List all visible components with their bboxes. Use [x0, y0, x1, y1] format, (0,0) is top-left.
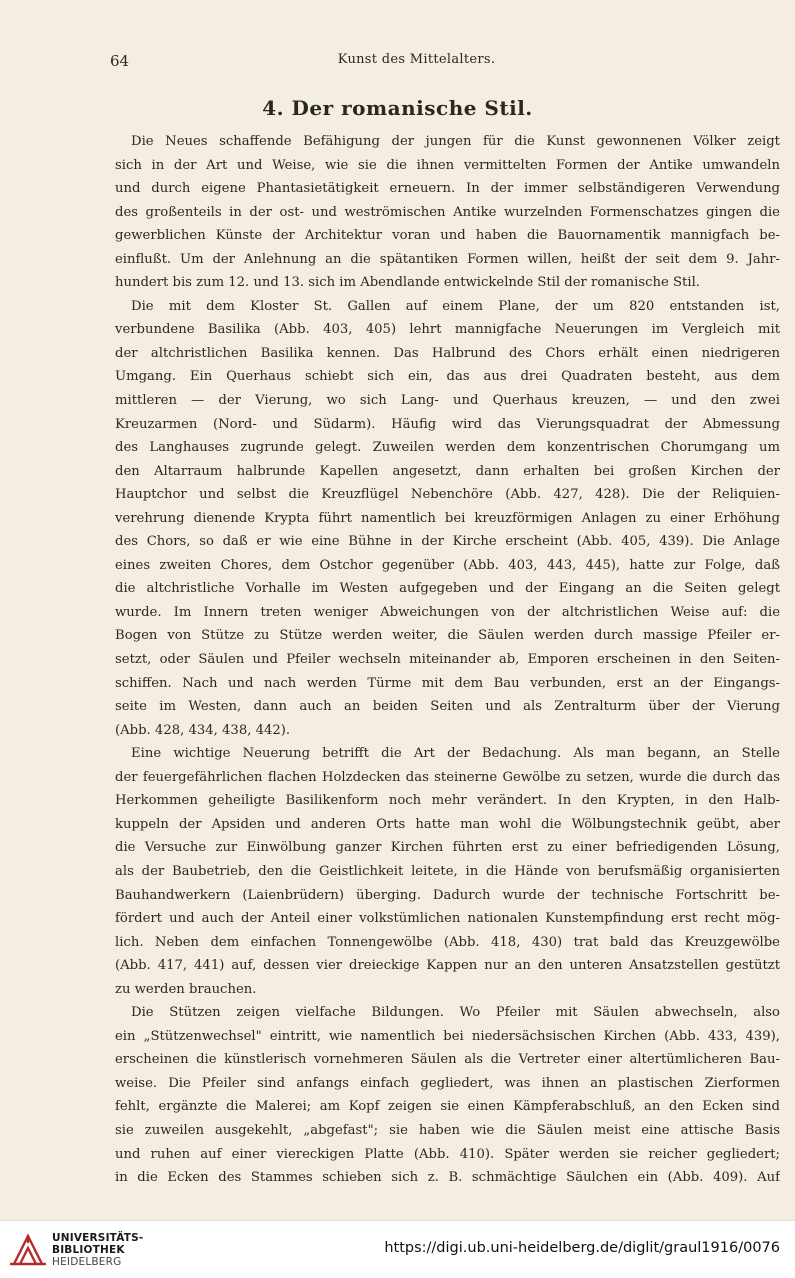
text-line: wurde. Im Innern treten weniger Abweichungen von der altchristlichen Weise auf: die: [115, 604, 780, 620]
library-name: [52, 1232, 143, 1268]
text-line: seite im Westen, dann auch an beiden Seiten und als Zentralturm über der Vierung: [115, 699, 780, 715]
text-line: einflußt. Um der Anlehnung an die spätantiken Formen willen, heißt der seit dem 9. Jahr-: [115, 251, 780, 267]
running-head: [100, 52, 733, 76]
text-line: des Langhauses zugrunde gelegt. Zuweilen werden dem konzentrischen Chorumgang um: [115, 440, 780, 456]
text-line: Hauptchor und selbst die Kreuzflügel Nebenchöre (Abb. 427, 428). Die der Reliquien-: [115, 487, 780, 503]
text-line: schiffen. Nach und nach werden Türme mit dem Bau verbunden, erst an der Eingangs-: [115, 675, 780, 691]
text-line: fehlt, ergänzte die Malerei; am Kopf zeigen sie einen Kämpferabschluß, an den Ecken sind: [115, 1099, 780, 1115]
text-line: des großenteils in der ost- und weströmischen Antike wurzelnden Formenschatzes gingen die: [115, 204, 780, 220]
text-line: und durch eigene Phantasietätigkeit erneuern. In der immer selbständigeren Verwendung: [115, 181, 780, 197]
text-line: in die Ecken des Stammes schieben sich z. B. schmächtige Säulchen ein (Abb. 409). Auf: [115, 1170, 780, 1186]
text-line: verbundene Basilika (Abb. 403, 405) lehrt mannigfache Neuerungen im Vergleich mit: [115, 322, 780, 338]
page-url-link[interactable]: https://digi.ub.uni-heidelberg.de/diglit/graul1916/0076: [384, 1240, 780, 1256]
running-title: Kunst des Mittelalters.: [337, 52, 496, 67]
text-line: des Chors, so daß er wie eine Bühne in der Kirche erscheint (Abb. 405, 439). Die Anlage: [115, 534, 780, 550]
library-name-line2: BIBLIOTHEK: [52, 1244, 125, 1256]
text-line: die altchristliche Vorhalle im Westen aufgegeben und der Eingang an die Seiten gelegt: [115, 581, 780, 597]
text-line: (Abb. 428, 434, 438, 442).: [115, 722, 291, 738]
page-number: 64: [110, 52, 130, 70]
text-line: Bogen von Stütze zu Stütze werden weiter, die Säulen werden durch massige Pfeiler er-: [115, 628, 780, 644]
text-line: fördert und auch der Anteil einer volkstümlichen nationalen Kunstempfindung erst recht mög-: [115, 911, 780, 927]
text-line: Herkommen geheiligte Basilikenform noch mehr verändert. In den Krypten, in den Halb-: [115, 793, 780, 809]
text-line: der altchristlichen Basilika kennen. Das Halbrund des Chors erhält einen niedrigeren: [115, 345, 780, 361]
university-logo-icon: [8, 1230, 48, 1270]
text-line: Eine wichtige Neuerung betrifft die Art der Bedachung. Als man begann, an Stelle: [131, 746, 780, 762]
text-line: lich. Neben dem einfachen Tonnengewölbe (Abb. 418, 430) trat bald das Kreuzgewölbe: [115, 934, 780, 950]
text-line: eines zweiten Chores, dem Ostchor gegenüber (Abb. 403, 443, 445), hatte zur Folge, daß: [115, 557, 780, 573]
text-line: Kreuzarmen (Nord- und Südarm). Häufig wird das Vierungsquadrat der Abmessung: [115, 416, 780, 432]
text-line: Bauhandwerkern (Laienbrüdern) überging. Dadurch wurde der technische Fortschritt be-: [115, 887, 780, 903]
text-line: erscheinen die künstlerisch vornehmeren Säulen als die Vertreter einer altertümlicheren Bau-: [115, 1052, 780, 1068]
body-text: [115, 130, 780, 1190]
text-line: den Altarraum halbrunde Kapellen angesetzt, dann erhalten bei großen Kirchen der: [115, 463, 780, 479]
text-line: als der Baubetrieb, den die Geistlichkeit leitete, in die Hände von berufsmäßig organisierten: [115, 863, 780, 879]
text-line: gewerblichen Künste der Architektur voran und haben die Bauornamentik mannigfach be-: [115, 228, 780, 244]
text-line: die Versuche zur Einwölbung ganzer Kirchen führten erst zu einer befriedigenden Lösung,: [115, 840, 780, 856]
text-line: verehrung dienende Krypta führt namentlich bei kreuzförmigen Anlagen zu einer Erhöhung: [115, 510, 780, 526]
text-line: ein „Stützenwechsel" eintritt, wie namentlich bei niedersächsischen Kirchen (Abb. 433, 439),: [115, 1028, 780, 1044]
library-name-line1: UNIVERSITÄTS-: [52, 1232, 144, 1244]
text-line: sich in der Art und Weise, wie sie die ihnen vermittelten Formen der Antike umwandeln: [115, 157, 780, 173]
text-line: Die mit dem Kloster St. Gallen auf einem Plane, der um 820 entstanden ist,: [131, 298, 780, 314]
text-line: weise. Die Pfeiler sind anfangs einfach gegliedert, was ihnen an plastischen Zierformen: [115, 1075, 780, 1091]
section-title: 4. Der romanische Stil.: [262, 96, 533, 120]
text-line: hundert bis zum 12. und 13. sich im Abendlande entwickelnde Stil der romanische Stil.: [115, 275, 700, 291]
text-line: und ruhen auf einer viereckigen Platte (Abb. 410). Später werden sie reicher gegliedert;: [115, 1146, 780, 1162]
text-line: zu werden brauchen.: [115, 981, 257, 997]
text-line: Die Neues schaffende Befähigung der jungen für die Kunst gewonnenen Völker zeigt: [131, 134, 780, 149]
text-line: setzt, oder Säulen und Pfeiler wechseln miteinander ab, Emporen erscheinen in den Seiten-: [115, 652, 780, 668]
text-line: (Abb. 417, 441) auf, dessen vier dreieckige Kappen nur an den unteren Ansatzstellen gestützt: [115, 958, 780, 974]
library-name-line3: HEIDELBERG: [52, 1256, 122, 1268]
text-line: Umgang. Ein Querhaus schiebt sich ein, das aus drei Quadraten besteht, aus dem: [115, 369, 780, 385]
text-line: kuppeln der Apsiden und anderen Orts hatte man wohl die Wölbungstechnik geübt, aber: [115, 816, 780, 832]
text-line: Die Stützen zeigen vielfache Bildungen. Wo Pfeiler mit Säulen abwechseln, also: [131, 1005, 780, 1021]
text-line: der feuergefährlichen flachen Holzdecken das steinerne Gewölbe zu setzen, wurde die durch das: [115, 769, 780, 785]
viewer-footer: [0, 1220, 795, 1278]
text-line: sie zuweilen ausgekehlt, „abgefast"; sie haben wie die Säulen meist eine attische Basis: [115, 1122, 780, 1138]
text-line: mittleren — der Vierung, wo sich Lang- und Querhaus kreuzen, — und den zwei: [115, 393, 780, 409]
